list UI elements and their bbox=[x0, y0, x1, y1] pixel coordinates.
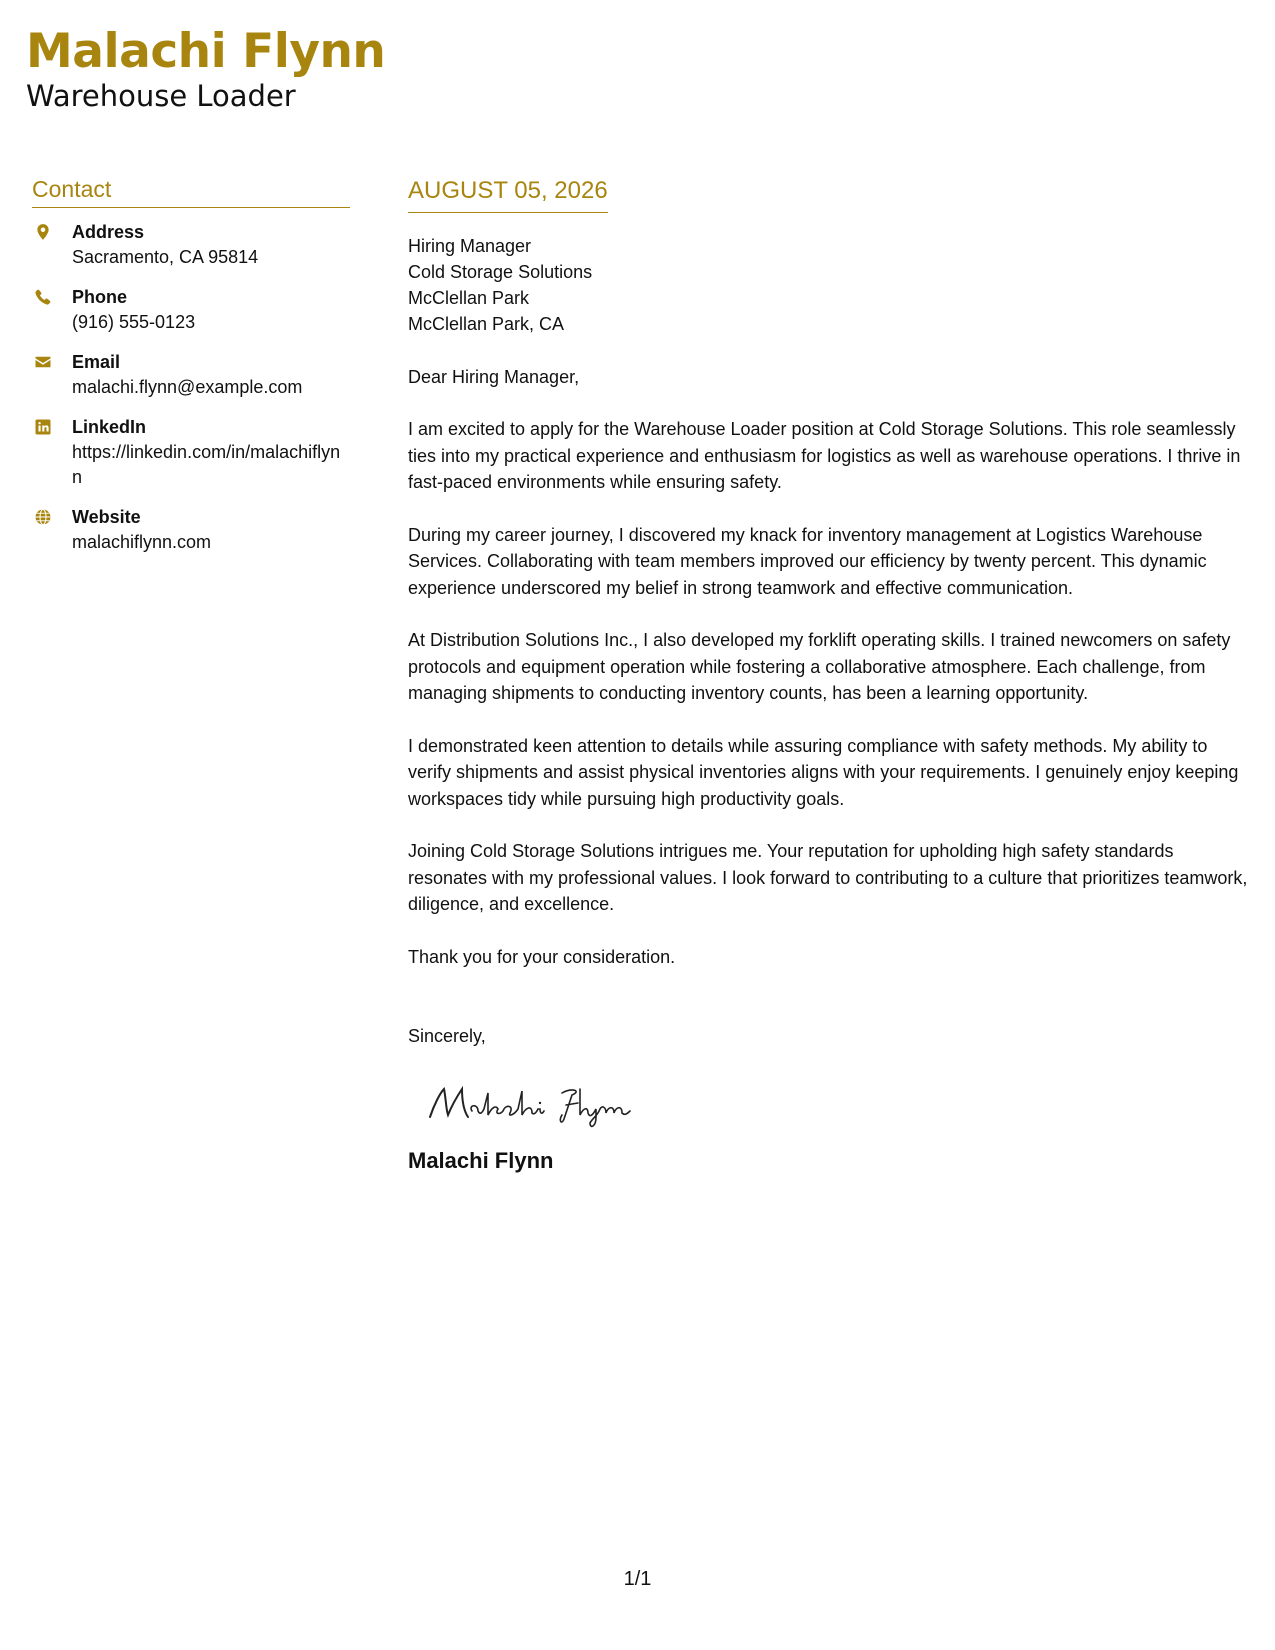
contact-label: Address bbox=[72, 222, 145, 242]
paragraph: Joining Cold Storage Solutions intrigues me. Your reputation for upholding high safety standards resonates with my professional values. I look forward to contributing to a culture that prioritizes teamwork, diligence, and excellence. bbox=[408, 841, 1248, 914]
letter-date: AUGUST 05, 2026 bbox=[408, 177, 608, 204]
contact-item-email bbox=[32, 350, 350, 400]
recipient-block bbox=[408, 233, 1248, 337]
contact-item-website bbox=[32, 505, 350, 555]
contact-sidebar bbox=[32, 174, 350, 570]
salutation: Dear Hiring Manager, bbox=[408, 367, 580, 387]
paragraph: I am excited to apply for the Warehouse Loader position at Cold Storage Solutions. This role seamlessly ties into my practical experience and enthusiasm for logistics as well as warehouse operations. I thrive in fast-paced environments while ensuring safety. bbox=[408, 419, 1241, 492]
phone-icon bbox=[32, 285, 72, 335]
paragraph: During my career journey, I discovered my knack for inventory management at Logistics Warehouse Services. Collaborating with team members improved our efficiency by twenty percent. This dynamic experience underscored my belief in strong teamwork and effective communication. bbox=[408, 524, 1207, 598]
contact-label: Phone bbox=[72, 287, 128, 307]
paragraph: I demonstrated keen attention to details while assuring compliance with safety methods. My ability to verify shipments and assist physical inventories aligns with your requirements. I genuinely enjoy keeping workspaces tidy while pursuing high productivity goals. bbox=[408, 735, 1239, 809]
linkedin-link[interactable]: https://linkedin.com/in/malachiflynn bbox=[72, 442, 341, 487]
paragraph: At Distribution Solutions Inc., I also developed my forklift operating skills. I trained newcomers on safety protocols and equipment operation while fostering a collaborative atmosphere. Each challenge, from managing shipments to conducting inventory counts, has been a learning opportunity. bbox=[408, 630, 1231, 703]
recipient-line: McClellan Park, CA bbox=[408, 314, 565, 334]
closing: Sincerely, bbox=[408, 1026, 486, 1046]
phone-value: (916) 555-0123 bbox=[72, 312, 196, 332]
contact-label: Email bbox=[72, 352, 121, 372]
header bbox=[26, 22, 385, 114]
globe-icon bbox=[32, 505, 72, 555]
contact-heading: Contact bbox=[32, 174, 350, 208]
contact-item-address bbox=[32, 220, 350, 270]
envelope-icon bbox=[32, 350, 72, 400]
recipient-line: Cold Storage Solutions bbox=[408, 262, 593, 282]
paragraph: Thank you for your consideration. bbox=[408, 946, 676, 967]
contact-label: LinkedIn bbox=[72, 417, 147, 437]
recipient-line: Hiring Manager bbox=[408, 236, 532, 256]
handwritten-signature bbox=[422, 1075, 1248, 1133]
job-title: Warehouse Loader bbox=[26, 79, 296, 113]
linkedin-icon bbox=[32, 415, 72, 490]
signer-name: Malachi Flynn bbox=[408, 1148, 554, 1173]
letter-body bbox=[408, 176, 1248, 1175]
contact-item-phone bbox=[32, 285, 350, 335]
date-block bbox=[408, 176, 608, 213]
contact-item-linkedin bbox=[32, 415, 350, 490]
map-pin-icon bbox=[32, 220, 72, 270]
address-value: Sacramento, CA 95814 bbox=[72, 247, 259, 267]
candidate-name: Malachi Flynn bbox=[26, 24, 386, 79]
recipient-line: McClellan Park bbox=[408, 288, 530, 308]
page-number: 1/1 bbox=[623, 1568, 652, 1590]
email-link[interactable]: malachi.flynn@example.com bbox=[72, 377, 303, 397]
website-link[interactable]: malachiflynn.com bbox=[72, 532, 212, 552]
contact-label: Website bbox=[72, 507, 141, 527]
